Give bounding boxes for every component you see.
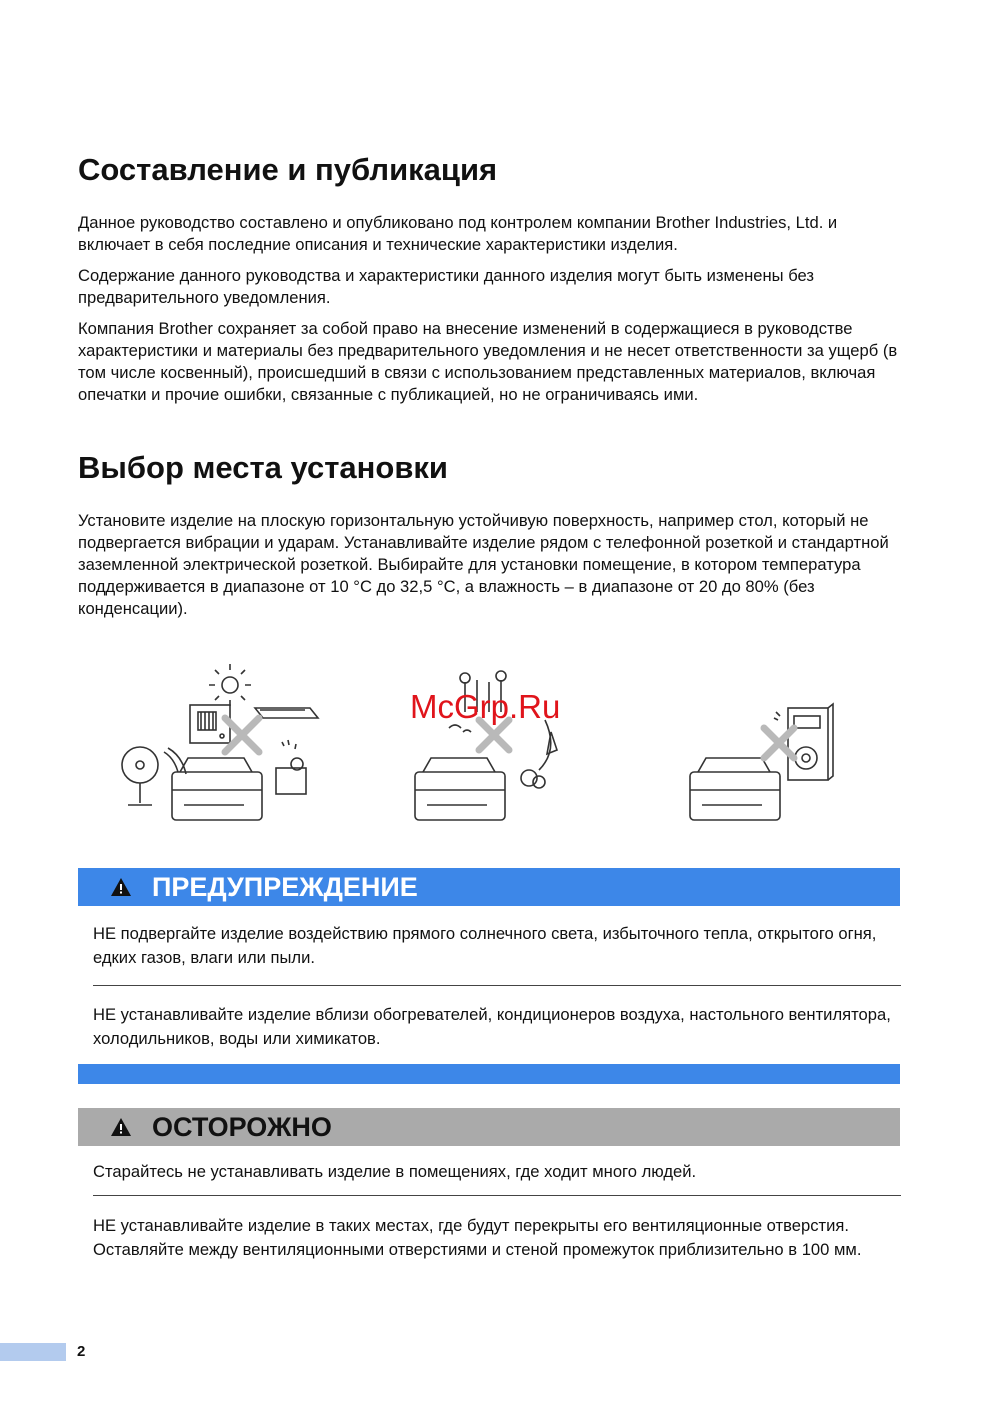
divider xyxy=(93,985,901,986)
illustration-speaker-vibration xyxy=(680,660,910,830)
caution-title: ОСТОРОЖНО xyxy=(152,1112,332,1142)
warning-item-2: НЕ устанавливайте изделие вблизи обогревателей, кондиционеров воздуха, настольного вентилятора, холодильников, воды или химикатов. xyxy=(93,1005,891,1048)
footer-bar xyxy=(0,1343,66,1361)
warning-banner xyxy=(78,868,900,906)
illustration-water-chemicals xyxy=(405,660,635,830)
divider xyxy=(93,1195,901,1196)
page-number: 2 xyxy=(77,1343,86,1360)
caution-item-2: НЕ устанавливайте изделие в таких местах, где будут перекрыты его вентиляционные отверстия. Оставляйте между вентиляционными отверстиями и стеной промежуток приблизительно в 100 мм. xyxy=(93,1216,862,1259)
section-title-location: Выбор места установки xyxy=(78,450,448,485)
composition-paragraph-1: Данное руководство составлено и опубликовано под контролем компании Brother Industries, Ltd. и включает в себя последние описания и технические характеристики изделия. xyxy=(78,213,838,254)
caution-banner xyxy=(78,1108,900,1146)
warning-footer-bar xyxy=(78,1064,900,1084)
location-paragraph-1: Установите изделие на плоскую горизонтальную устойчивую поверхность, например стол, который не подвергается вибрации и ударам. Устанавливайте изделие рядом с телефонной розеткой и стандартной заземленной электрической розеткой. Выбирайте для установки помещение, в котором температура поддерживается в диапазоне от 10 °C до 32,5 °C, а влажность – в диапазоне от 20 до 80% (без конденсации). xyxy=(78,511,889,618)
warning-title: ПРЕДУПРЕЖДЕНИЕ xyxy=(152,872,418,902)
caution-item-1: Старайтесь не устанавливать изделие в помещениях, где ходит много людей. xyxy=(93,1162,697,1181)
illustration-heat-sources xyxy=(100,660,330,830)
caution-triangle-icon xyxy=(110,1117,132,1137)
warning-triangle-icon xyxy=(110,877,132,897)
section-title-composition: Составление и публикация xyxy=(78,152,498,187)
composition-paragraph-2: Содержание данного руководства и характеристики данного изделия могут быть изменены без предварительного уведомления. xyxy=(78,266,814,307)
warning-item-1: НЕ подвергайте изделие воздействию прямого солнечного света, избыточного тепла, открытого огня, едких газов, влаги или пыли. xyxy=(93,924,877,967)
watermark-text: McGrp.Ru xyxy=(410,688,561,725)
composition-paragraph-3: Компания Brother сохраняет за собой право на внесение изменений в содержащиеся в руководстве характеристики и материалы без предварительного уведомления и не несет ответственности за ущерб (в том числе косвенный), происшедший в связи с использованием представленных материалов, включая опечатки и прочие ошибки, связанные с публикацией, но не ограничиваясь ими. xyxy=(78,319,898,404)
